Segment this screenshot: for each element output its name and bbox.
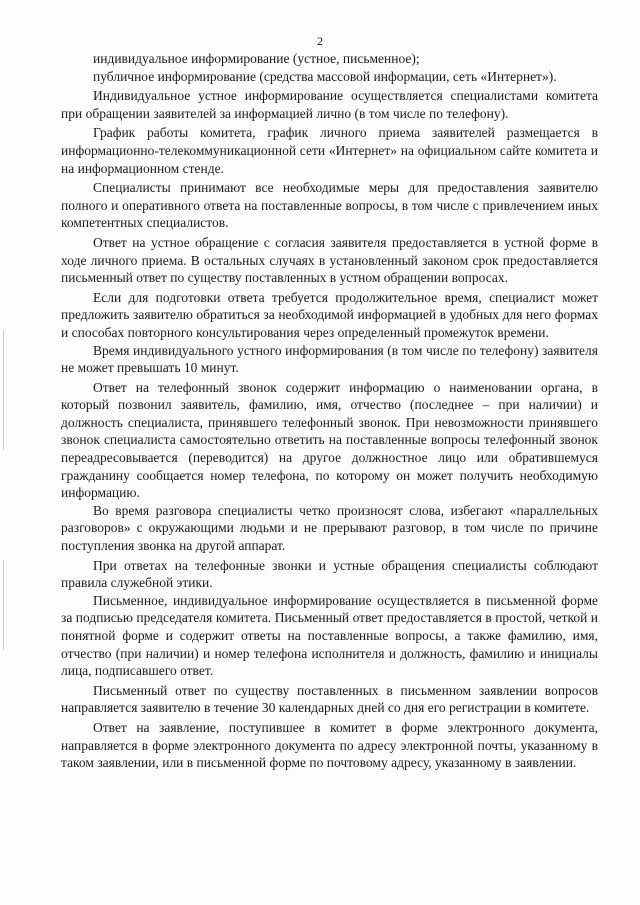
- paragraph: Индивидуальное устное информирование осуществляется специалистами комитета при обращении заявителей за информацией лично (в том числе по телефону).: [61, 88, 598, 121]
- paragraph: Во время разговора специалисты четко произносят слова, избегают «параллельных разговоров» с окружающими людьми и не прерывают разговор, в том числе по причине поступления звонка на другой аппарат.: [61, 502, 598, 554]
- paragraph: График работы комитета, график личного приема заявителей размещается в информационно-телекоммуникационной сети «Интернет» на официальном сайте комитета и на информационном стенде.: [61, 125, 598, 176]
- paragraph: публичное информирование (средства массовой информации, сеть «Интернет»).: [93, 68, 557, 84]
- paragraph: индивидуальное информирование (устное, письменное);: [93, 51, 420, 66]
- paragraph: Письменный ответ по существу поставленных в письменном заявлении вопросов направляется заявителю в течение 30 календарных дней со дня его регистрации в комитете.: [61, 682, 598, 716]
- paragraph: Ответ на телефонный звонок содержит информацию о наименовании органа, в который позвонил заявитель, фамилию, имя, отчество (последнее – при наличии) и должность специалиста, принявшего телефонный звонок. При невозможности принявшего звонок специалиста самостоятельно ответить на поставленные вопросы телефонный звонок переадресовывается (переводится) на другое должностное лицо или обратившемуся гражданину сообщается номер телефона, по которому он может получить необходимую информацию.: [61, 379, 598, 501]
- page-number: 2: [317, 34, 323, 48]
- scan-edge-mark: [3, 330, 4, 450]
- paragraph: Ответ на заявление, поступившее в комитет в форме электронного документа, направляется в форме электронного документа по адресу электронной почты, указанному в таком заявлении, или в письменной форме по почтовому адресу, указанному в заявлении.: [61, 719, 598, 771]
- paragraph: При ответах на телефонные звонки и устные обращения специалисты соблюдают правила служебной этики.: [61, 557, 598, 591]
- paragraph: Если для подготовки ответа требуется продолжительное время, специалист может предложить заявителю обратиться за необходимой информацией в удобных для него формах и способах повторного консультирования через определенный промежуток времени.: [61, 289, 598, 340]
- paragraph: Письменное, индивидуальное информирование осуществляется в письменной форме за подписью председателя комитета. Письменный ответ предоставляется в простой, четкой и понятной форме и содержит ответы на поставленные вопросы, а также фамилию, имя, отчество (при наличии) и номер телефона исполнителя и должность, фамилию и инициалы лица, подписавшего ответ.: [61, 592, 598, 679]
- scan-edge-mark: [3, 560, 4, 650]
- document-body: [61, 50, 598, 772]
- paragraph: Время индивидуального устного информирования (в том числе по телефону) заявителя не может превышать 10 минут.: [61, 342, 598, 376]
- paragraph: Специалисты принимают все необходимые меры для предоставления заявителю полного и оперативного ответа на поставленные вопросы, в том числе с привлечением иных компетентных специалистов.: [61, 180, 598, 231]
- paragraph: Ответ на устное обращение с согласия заявителя предоставляется в устной форме в ходе личного приема. В остальных случаях в установленный законом срок предоставляется письменный ответ по существу поставленных в устном обращении вопросах.: [61, 234, 598, 286]
